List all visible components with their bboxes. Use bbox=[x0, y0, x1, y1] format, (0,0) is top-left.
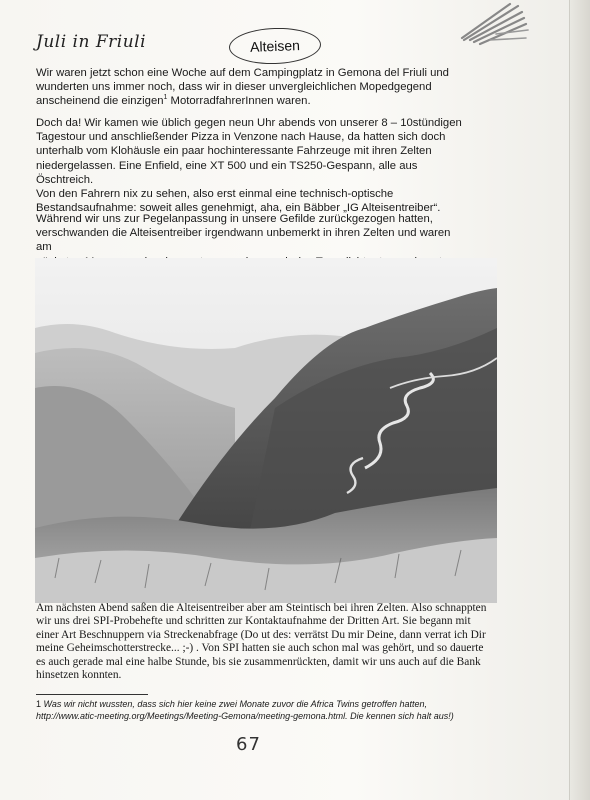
paragraph-2: Doch da! Wir kamen wie üblich gegen neun Uhr abends von unserer 8 – 10stündigen Tagestour und anschließender Pizza in Venzone nach Hause, da hatten sich doch unterhalb vom Klohäusle ein paar hochinteressante Fahrzeuge mit ihren Zelten niedergelassen. Eine Enfield, eine XT 500 und ein TS250-Gespann, alle aus Öschtreich. Von den Fahrern nix zu sehen, also erst einmal eine technisch-optische Bestandsaufnahme: soweit alles genehmigt, aha, ein Bäbber „IG Alteisentreiber“. bbox=[36, 117, 462, 215]
paragraph-1: Wir waren jetzt schon eine Woche auf dem Campingplatz in Gemona del Friuli und wunderten uns immer noch, dass wir in dieser unvergleichlichen Mopedgegend anscheinend die einzigen$^1$ MotorradfahrerInnen waren. bbox=[36, 67, 449, 108]
footnote-mark: 1 bbox=[36, 699, 42, 709]
page-edge bbox=[569, 0, 590, 800]
photo-caption-text: Am nächsten Abend saßen die Alteisentreiber aber am Steintisch bei ihren Zelten. Also schnappten wir uns drei SPI-Probehefte und schritten zur Kontaktaufnahme der Dritten Art. Sie begann mit einer Art Beschnuppern via Streckenabfrage (Do ut des: verrätst Du mir Deine, dann verrat ich Dir meine Geheimschotterstrecke... ;-) . Von SPI hatten sie auch schon mal was gehört, und so dauerte es auch gerade mal eine halbe Stunde, bis sie zusammenrückten, damit wir uns auch auf die Bank hinsetzen konnten. bbox=[36, 602, 487, 682]
article-title-oval bbox=[228, 26, 321, 65]
mountain-landscape-image bbox=[35, 258, 497, 603]
pen-scribble-mark bbox=[460, 0, 530, 46]
footnote-line-1: Was wir nicht wussten, dass sich hier keine zwei Monate zuvor die Africa Twins getroffen hatten, bbox=[43, 699, 428, 709]
mountain-road-photo bbox=[35, 258, 497, 603]
article-title: Alteisen bbox=[249, 37, 301, 55]
footnote-divider bbox=[36, 694, 148, 695]
page-number: 67 bbox=[236, 734, 261, 755]
footnote-line-2: http://www.atic-meeting.org/Meetings/Meeting-Gemona/meeting-gemona.html. Die kennen sich halt aus!) bbox=[36, 711, 454, 721]
paragraph-3: Während wir uns zur Pegelanpassung in unsere Gefilde zurückgezogen hatten, verschwanden die Alteisentreiber irgendwann unbemerkt in ihren Zelten und waren am bbox=[36, 213, 451, 254]
footnote-ref: 1 bbox=[163, 94, 168, 102]
section-header-script: Juli in Friuli bbox=[36, 32, 147, 52]
footnote bbox=[36, 698, 506, 722]
